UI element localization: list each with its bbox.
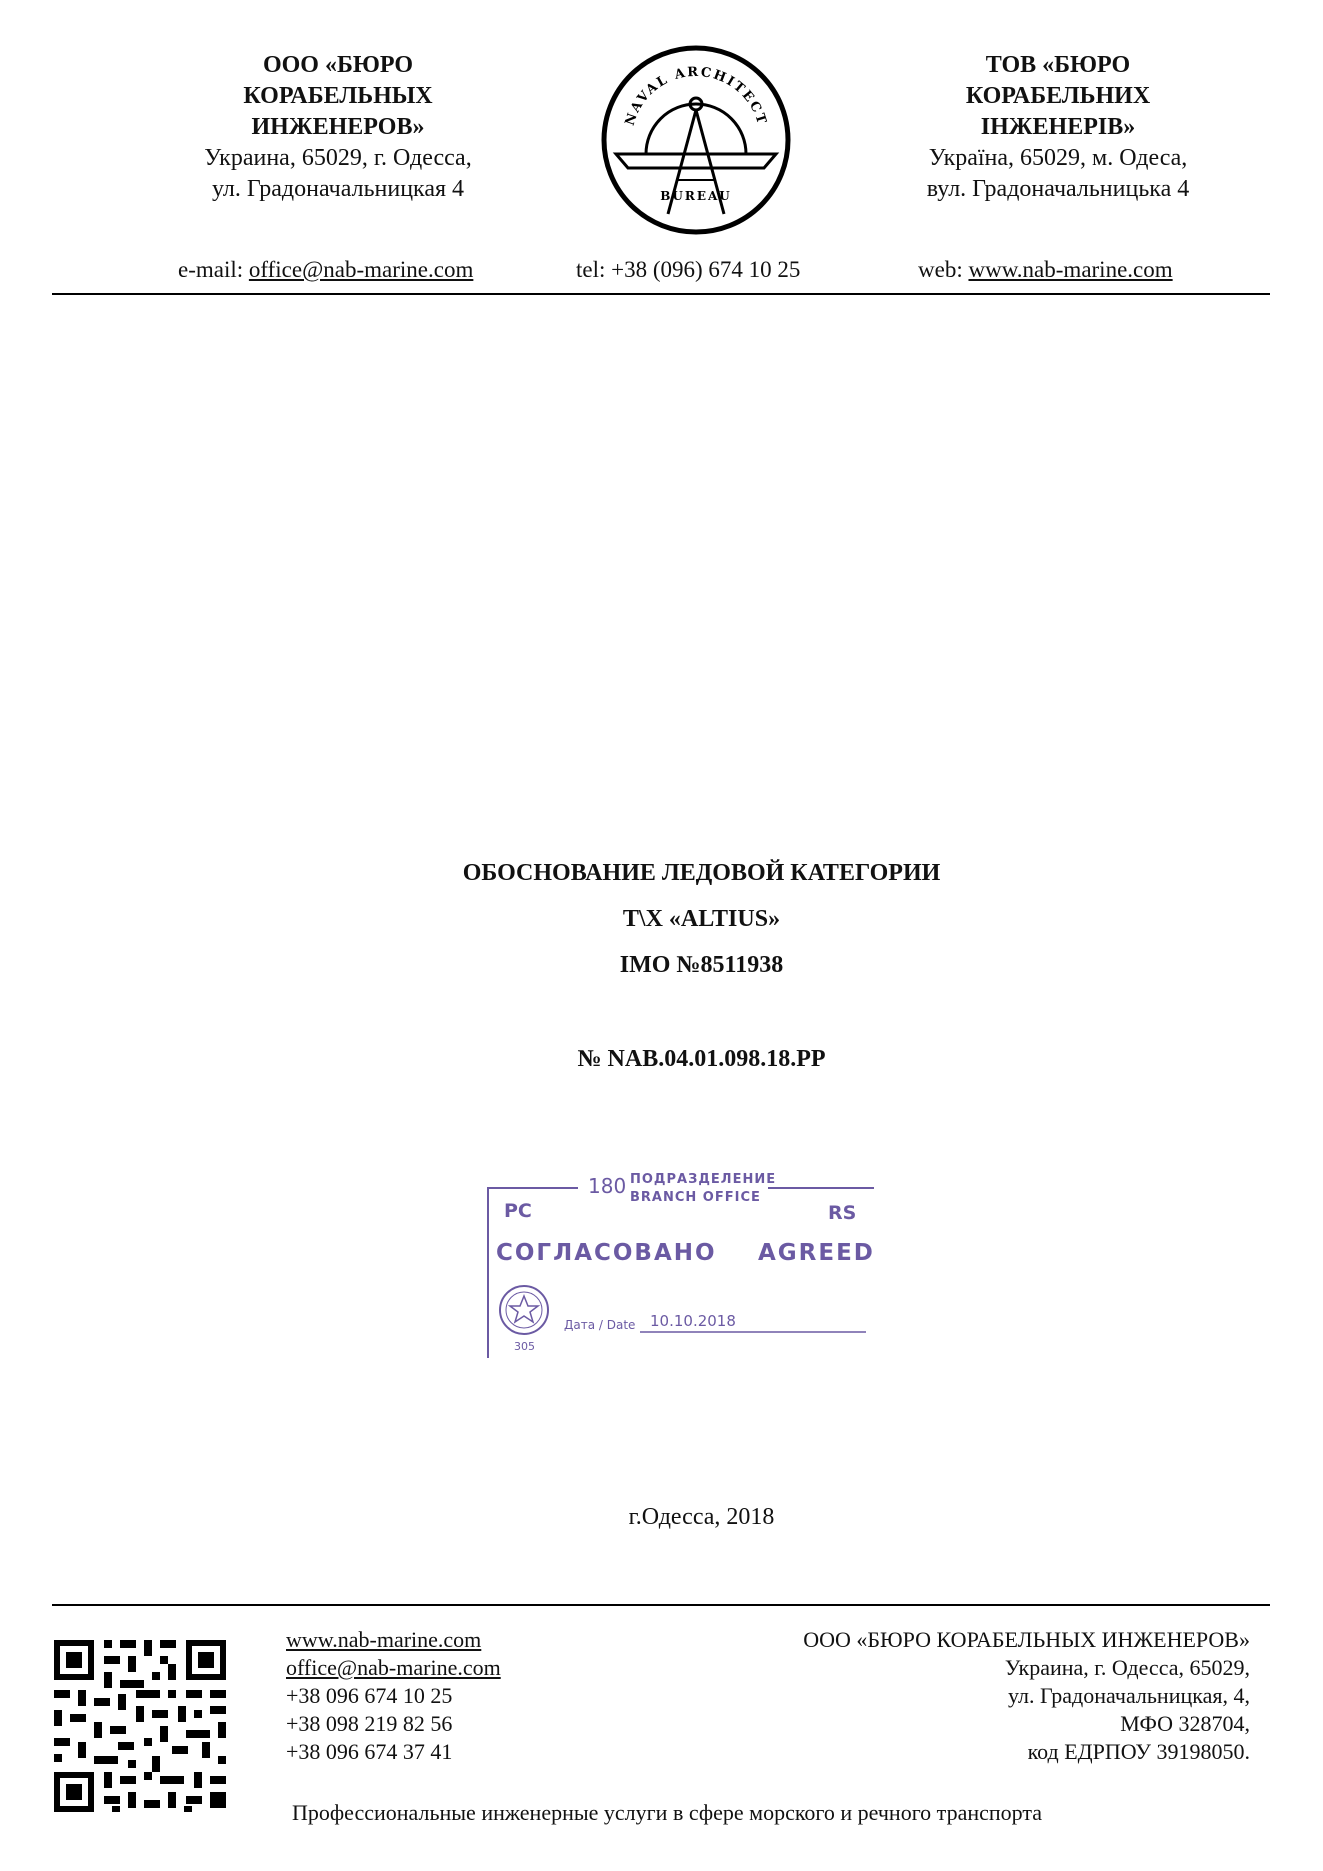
header-right-line1: ТОВ «БЮРО [985,52,1131,78]
stamp-agreed-ru: СОГЛАСОВАНО [496,1240,717,1266]
footer-company-mfo: МФО 328704, [1120,1711,1250,1736]
footer-phone-1: +38 096 674 10 25 [286,1683,453,1708]
stamp-subdivision-ru: ПОДРАЗДЕЛЕНИЕ [630,1172,777,1187]
qr-code [52,1638,228,1814]
header-divider [52,293,1270,295]
svg-text:BUREAU: BUREAU [660,189,732,203]
footer-company-details [690,1626,1250,1766]
svg-text:NAVAL ARCHITECT: NAVAL ARCHITECT [622,64,770,128]
header-left-address2: ул. Градоначальницкая 4 [211,176,465,202]
footer-company-address2: ул. Градоначальницкая, 4, [1007,1683,1250,1708]
stamp-agreed-en: AGREED [758,1240,875,1266]
header-right-address1: Україна, 65029, м. Одеса, [928,145,1188,171]
naval-architect-logo-icon [598,42,794,238]
footer-tagline: Профессиональные инженерные услуги в сфере морского и речного транспорта [292,1800,1042,1825]
header-company-ru [168,50,508,205]
doc-number: № NAB.04.01.098.18.PP [577,1046,826,1072]
stamp-date-value: 10.10.2018 [650,1312,736,1330]
approval-stamp [486,1172,876,1362]
email-link[interactable]: office@nab-marine.com [248,257,474,282]
email-label: e-mail: [178,257,249,282]
stamp-seal-number: 305 [514,1340,535,1353]
footer-contacts [286,1626,501,1766]
header-email [178,256,473,284]
stamp-number: 180 [588,1174,627,1198]
header-tel: tel: +38 (096) 674 10 25 [576,257,801,282]
footer-company-name: ООО «БЮРО КОРАБЕЛЬНЫХ ИНЖЕНЕРОВ» [803,1627,1250,1652]
company-logo [598,42,794,238]
stamp-left-code: PC [504,1200,532,1222]
header-left-line2: КОРАБЕЛЬНЫХ [243,83,433,109]
place-year: г.Одесса, 2018 [628,1504,775,1530]
footer-web-link[interactable]: www.nab-marine.com [286,1627,482,1652]
footer-phone-2: +38 098 219 82 56 [286,1711,453,1736]
header-right-line3: ІНЖЕНЕРІВ» [980,114,1136,140]
web-label: web: [918,257,969,282]
header-web [918,256,1173,284]
footer-email-link[interactable]: office@nab-marine.com [286,1655,501,1680]
stamp-subdivision-en: BRANCH OFFICE [630,1190,761,1205]
qr-code-icon [52,1638,228,1814]
doc-title-line3: IMO №8511938 [619,952,784,978]
web-link[interactable]: www.nab-marine.com [968,257,1173,282]
footer-divider [52,1604,1270,1606]
header-company-ua [888,50,1228,205]
doc-title-line1: ОБОСНОВАНИЕ ЛЕДОВОЙ КАТЕГОРИИ [462,860,941,886]
header-right-address2: вул. Градоначальницька 4 [926,176,1190,202]
footer-company-address1: Украина, г. Одесса, 65029, [1004,1655,1250,1680]
doc-title-line2: Т\Х «ALTIUS» [622,906,781,932]
header-left-line3: ИНЖЕНЕРОВ» [251,114,425,140]
footer-company-edrpou: код ЕДРПОУ 39198050. [1027,1739,1250,1764]
header-left-line1: ООО «БЮРО [262,52,414,78]
header-left-address1: Украина, 65029, г. Одесса, [204,145,472,171]
footer-phone-3: +38 096 674 37 41 [286,1739,453,1764]
stamp-right-code: RS [828,1202,857,1224]
header-right-line2: КОРАБЕЛЬНИХ [965,83,1151,109]
stamp-date-label: Дата / Date [564,1318,636,1332]
